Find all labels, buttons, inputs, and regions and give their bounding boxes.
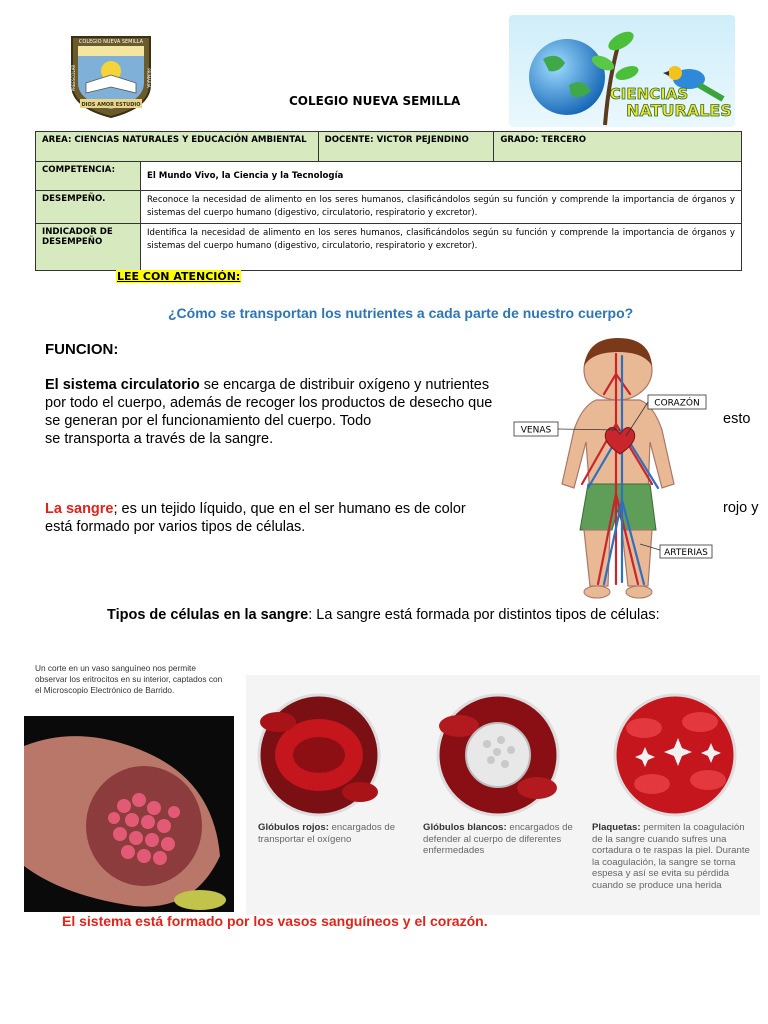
circulatory-text-cont: se transporta a través de la sangre. [45,431,274,447]
cell-types-text: : La sangre está formada por distintos tipos de células: [308,607,660,623]
school-name: COLEGIO NUEVA SEMILLA [289,94,461,108]
vessel-caption: Un corte en un vaso sanguíneo nos permite observar los eritrocitos en su interior, captados con el Microscopio Electrónico de Barrido. [35,663,223,695]
platelets-image [612,692,738,818]
svg-text:NATURALES: NATURALES [626,101,732,120]
platelets-caption [592,822,754,891]
svg-text:CIENCIAS: CIENCIAS [609,85,689,103]
svg-text:DIOS AMOR ESTUDIO: DIOS AMOR ESTUDIO [81,102,141,108]
cell-types-term: Tipos de células en la sangre [107,607,309,623]
cell-types-sentence [107,607,660,623]
main-question: ¿Cómo se transportan los nutrientes a cada parte de nuestro cuerpo? [168,305,634,321]
table-row [36,224,742,271]
grado-cell: GRADO: TERCERO [494,132,742,162]
circulatory-paragraph [45,376,505,448]
system-conclusion: El sistema está formado por los vasos sanguíneos y el corazón. [62,913,488,929]
blood-vessel-micrograph [24,716,234,912]
corazon-label: CORAZÓN [654,398,700,409]
indicador-value: Identifica la necesidad de alimento en los seres humanos, clasificándolos según su función y comprende la importancia de órganos y sistemas del cuerpo humano (digestivo, circulatorio, respiratorio y excretor). [140,224,741,271]
table-row [36,191,742,224]
funcion-heading: FUNCION: [45,341,119,358]
white-cells-title: Glóbulos blancos: [423,822,507,833]
circulatory-term: El sistema circulatorio [45,377,200,393]
indicador-label: INDICADOR DE DESEMPEÑO [36,224,141,271]
platelets-text: permiten la coagulación de la sangre cuando sufres una cortadura o te raspas la piel. Durante la coagulación, la sangre se torna espesa y así se evita su pérdida cuando se produce una herida [592,822,750,891]
circulatory-tail: esto [723,411,751,427]
area-cell: AREA: CIENCIAS NATURALES Y EDUCACIÓN AMBIENTAL [36,132,319,162]
red-blood-cell-image [256,692,382,818]
circulatory-text: se encarga de distribuir oxígeno y nutrientes por todo el cuerpo, además de recoger los productos de desecho que se generan por el funcionamiento del cuerpo. Todo [45,377,493,429]
white-blood-cell-image [435,692,561,818]
blood-paragraph [45,500,495,536]
competencia-value: El Mundo Vivo, la Ciencia y la Tecnología [140,162,741,191]
competencia-label: COMPETENCIA: [36,162,141,191]
red-cells-title: Glóbulos rojos: [258,822,329,833]
table-row [36,162,742,191]
blood-tail: rojo y [723,500,759,516]
info-table [35,131,742,271]
circulatory-body-illustration [512,334,720,604]
white-cells-text: encargados de defender al cuerpo de diferentes enfermedades [423,822,573,856]
docente-cell: DOCENTE: VICTOR PEJENDINO [318,132,494,162]
ciencias-naturales-logo [509,15,735,127]
desempeno-value: Reconoce la necesidad de alimento en los seres humanos, clasificándolos según su función y comprende la importancia de órganos y sistemas del cuerpo humano (digestivo, circulatorio, respiratorio y excretor). [140,191,741,224]
svg-text:COLEGIO NUEVA SEMILLA: COLEGIO NUEVA SEMILLA [78,39,144,45]
blood-text-cont: está formado por varios tipos de células. [45,519,306,535]
red-cells-caption [258,822,410,845]
white-cells-caption [423,822,581,857]
red-cells-text: encargados de transportar el oxígeno [258,822,396,845]
arterias-label: ARTERIAS [664,548,708,558]
blood-text: ; es un tejido líquido, que en el ser humano es de color [113,501,466,517]
blood-term: La sangre [45,501,114,517]
desempeno-label: DESEMPEÑO. [36,191,141,224]
platelets-title: Plaquetas: [592,822,641,833]
school-logo [68,33,154,119]
read-carefully-label: LEE CON ATENCIÓN: [117,270,241,283]
svg-text:PREESCOLAR: PREESCOLAR [71,64,76,92]
venas-label: VENAS [520,425,552,436]
info-table-header-row [36,132,742,162]
svg-text:PRIMARIA: PRIMARIA [146,68,151,88]
